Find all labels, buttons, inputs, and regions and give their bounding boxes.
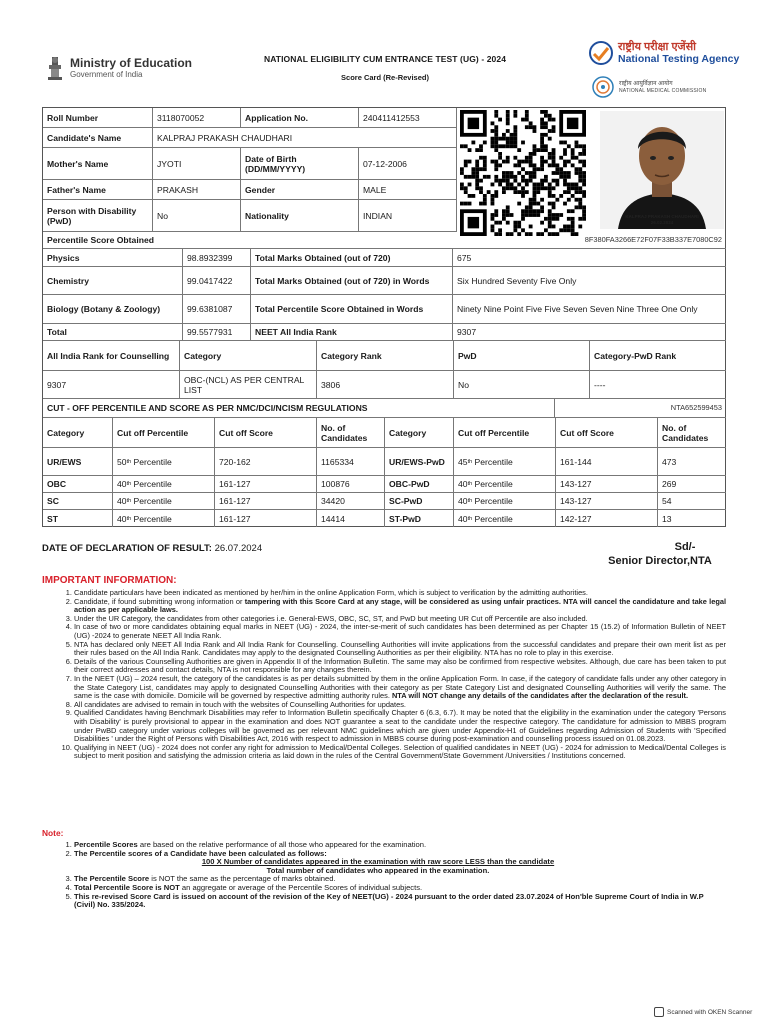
total-value: 99.5577931: [183, 324, 251, 341]
note-item-text: is NOT the same as the percentage of marks obtained.: [149, 874, 336, 884]
info-item: 8. All candidates are advised to remain in touch with the websites of Counselling Authorities for updates.: [74, 701, 726, 710]
cutoff-header: No. of Candidates: [317, 418, 385, 448]
percentile-section-label: Percentile Score Obtained: [43, 232, 253, 249]
photo-caption-name: KALPRAJ PRAKASH CHAUDHARI: [625, 214, 699, 219]
percentile-word: Percentile: [133, 496, 172, 506]
cutoff-percentile: 50 th Percentile: [113, 448, 215, 476]
formula-denominator: Total number of candidates who appeared in the examination.: [266, 865, 490, 875]
percentile-number: 40: [117, 479, 127, 489]
total-label: Total: [43, 324, 183, 341]
cutoff-score: 720-162: [215, 448, 317, 476]
dob-label: Date of Birth (DD/MM/YYYY): [241, 148, 359, 180]
counselling-cat-pwd-value: ----: [590, 371, 726, 399]
mother-value: JYOTI: [153, 148, 241, 180]
chemistry-value: 99.0417422: [183, 267, 251, 295]
percentile-formula: [34, 858, 722, 875]
roll-label: Roll Number: [43, 108, 153, 128]
info-item: 6. Details of the various Counselling Authorities are given in Appendix II of the Information Bulletin. The same may also be confirmed from respective websites. Although, due care has been taken to put their correct addresses and contact details, NTA is not responsible for any changes therein.: [74, 658, 726, 675]
percentile-number: 40: [458, 496, 468, 506]
cutoff-percentile-pwd: 40 th Percentile: [454, 493, 556, 510]
info-item-bold: NTA will NOT change any details of the candidates after the declaration of the result.: [391, 691, 689, 701]
signature-block: [600, 541, 720, 567]
cutoff-category-pwd: SC-PwD: [385, 493, 454, 510]
air-label: NEET All India Rank: [251, 324, 453, 341]
qr-code-icon: [460, 110, 586, 236]
nta-logo: [588, 40, 739, 66]
pwd-label: Person with Disability (PwD): [43, 200, 153, 232]
percentile-word: Percentile: [474, 496, 513, 506]
father-label: Father's Name: [43, 180, 153, 200]
cutoff-score: 161-127: [215, 510, 317, 527]
percentile-number: 40: [458, 513, 468, 524]
cutoff-score: 161-127: [215, 493, 317, 510]
marks-label: Total Marks Obtained (out of 720): [251, 249, 453, 267]
cutoff-category: SC: [43, 493, 113, 510]
note-list: [62, 841, 722, 910]
info-item-bold: tampering with this Score Card at any stage, will be considered as using unfair practices. NTA will cancel the candidature and take legal action as per applicable laws.: [74, 596, 726, 615]
cutoff-percentile: 40 th Percentile: [113, 510, 215, 527]
info-item: [74, 675, 726, 701]
ministry-name: Ministry of Education: [70, 55, 193, 70]
cutoff-category-pwd: OBC-PwD: [385, 476, 454, 493]
physics-label: Physics: [43, 249, 183, 267]
cutoff-category-pwd: ST-PwD: [385, 510, 454, 527]
cutoff-percentile: 40 th Percentile: [113, 493, 215, 510]
percentile-number: 50: [117, 456, 127, 467]
note-item: [74, 893, 722, 910]
info-item-text: Candidate, if found submitting wrong information or: [74, 596, 245, 606]
name-label: Candidate's Name: [43, 128, 153, 148]
cutoff-header: Category: [43, 418, 113, 448]
percentile-number: 40: [458, 479, 468, 489]
biology-label: Biology (Botany & Zoology): [43, 295, 183, 324]
cutoff-candidates-pwd: 473: [658, 448, 726, 476]
cutoff-category: ST: [43, 510, 113, 527]
declaration-line: [42, 543, 262, 554]
percentile-word: Percentile: [133, 513, 172, 524]
cutoff-percentile-pwd: 40 th Percentile: [454, 476, 556, 493]
cutoff-score-pwd: 142-127: [556, 510, 658, 527]
cutoff-category-pwd: UR/EWS-PwD: [385, 448, 454, 476]
percentile-words-label: Total Percentile Score Obtained in Words: [251, 295, 453, 324]
note-item-bold: The Percentile Score: [74, 874, 150, 884]
counselling-pwd-header: PwD: [454, 341, 590, 371]
chemistry-label: Chemistry: [43, 267, 183, 295]
exam-title: NATIONAL ELIGIBILITY CUM ENTRANCE TEST (UG) - 2024: [263, 54, 507, 64]
candidate-photo: [600, 111, 724, 229]
signature-sd: Sd/-: [674, 541, 696, 553]
gender-label: Gender: [241, 180, 359, 200]
cutoff-candidates: 100876: [317, 476, 385, 493]
formula-numerator: 100 X Number of candidates appeared in the examination with raw score LESS than the candidate: [201, 857, 555, 867]
cutoff-candidates-pwd: 13: [662, 513, 672, 524]
nmc-english-name: NATIONAL MEDICAL COMMISSION: [619, 87, 707, 94]
percentile-number: 40: [117, 513, 127, 524]
biology-value: 99.6381087: [183, 295, 251, 324]
percentile-word: Percentile: [474, 513, 513, 524]
air-value: 9307: [453, 324, 726, 341]
pwd-value: No: [153, 200, 241, 232]
nta-emblem-icon: [588, 40, 614, 66]
cutoff-candidates-pwd: 54: [658, 493, 726, 510]
cutoff-header: Cut off Score: [215, 418, 317, 448]
percentile-number: 45: [458, 456, 468, 467]
note-heading: Note:: [42, 828, 64, 838]
scanner-text: Scanned with OKEN Scanner: [667, 1008, 753, 1016]
cutoff-title: CUT - OFF PERCENTILE AND SCORE AS PER NMC/DCI/NCISM REGULATIONS: [43, 399, 555, 418]
marks-words-value: Six Hundred Seventy Five Only: [453, 267, 726, 295]
physics-value: 98.8932399: [183, 249, 251, 267]
nationality-value: INDIAN: [359, 200, 457, 232]
cutoff-candidates: 14414: [317, 510, 385, 527]
declaration-date: 26.07.2024: [214, 543, 263, 554]
important-info-list: [62, 589, 726, 761]
cutoff-score-pwd: 143-127: [556, 476, 658, 493]
roll-value: 3118070052: [153, 108, 241, 128]
note-item-bold: This re-revised Score Card is issued on account of the revision of the Key of NEET(UG) - 2024 pursuant to the order dated 23.07.2024 of Hon'ble Supreme Court of India in W.P (Civil) No. 335/2024.: [74, 891, 704, 910]
percentile-words-value: Ninety Nine Point Five Five Seven Seven Nine Three One Only: [453, 295, 726, 324]
cutoff-code: NTA652599453: [555, 399, 726, 418]
note-item: [74, 850, 722, 876]
info-item: 1. Candidate particulars have been indicated as mentioned by her/him in the online Application Form, which is subject to verification by the admitting authorities.: [74, 589, 726, 598]
photo-caption-date: 26.02.2024: [650, 220, 674, 225]
cutoff-category: OBC: [43, 476, 113, 493]
scanner-watermark: [654, 1007, 752, 1017]
ministry-logo: [46, 55, 192, 81]
cutoff-percentile-pwd: 45 th Percentile: [454, 448, 556, 476]
counselling-air-value: 9307: [43, 371, 180, 399]
cutoff-score-pwd: 143-127: [556, 493, 658, 510]
score-hash: 8F380FA3266E72F07F33B337E7080C92: [253, 232, 726, 249]
nmc-hindi-name: राष्ट्रीय आयुर्विज्ञान आयोग: [619, 80, 673, 87]
scorecard-subtitle: Score Card (Re-Revised): [341, 73, 429, 82]
app-value: 240411412553: [359, 108, 457, 128]
percentile-word: Percentile: [133, 479, 172, 489]
cutoff-percentile-pwd: 40 th Percentile: [454, 510, 556, 527]
dob-value: 07-12-2006: [359, 148, 457, 180]
info-item: 10. Qualifying in NEET (UG) - 2024 does not confer any right for admission to Medical/Dental Colleges. Selection of qualified candidates in NEET (UG) - 2024 for admission to Medical/Dental Colleges is subject to merit position and satisfying the admission criteria as laid down in the rules of the Central Government/State Government /Universities / Institutions concerned.: [74, 744, 726, 761]
percentile-number: 40: [117, 496, 127, 506]
marks-words-label: Total Marks Obtained (out of 720) in Words: [251, 267, 453, 295]
page-header: [0, 0, 768, 105]
cutoff-score-pwd: 161-144: [556, 448, 658, 476]
important-info-heading: IMPORTANT INFORMATION:: [42, 575, 177, 586]
marks-value: 675: [453, 249, 726, 267]
national-emblem-icon: [46, 55, 64, 81]
declaration-label: DATE OF DECLARATION OF RESULT:: [42, 543, 212, 554]
percentile-word: Percentile: [133, 456, 172, 467]
info-item: 3. Under the UR Category, the candidates from other categories i.e. General-EWS, OBC, SC, ST, and PwD but meeting UR Cut off Percentile are also included.: [74, 615, 726, 624]
counselling-pwd-value: No: [454, 371, 590, 399]
counselling-category-value: OBC-(NCL) AS PER CENTRAL LIST: [180, 371, 317, 399]
app-label: Application No.: [241, 108, 359, 128]
counselling-cat-pwd-header: Category-PwD Rank: [590, 341, 726, 371]
note-item-bold: Percentile Scores: [74, 840, 138, 849]
counselling-cat-rank-header: Category Rank: [317, 341, 454, 371]
note-item-text: are based on the relative performance of all those who appeared for the examination.: [137, 840, 427, 849]
ministry-subtitle: Government of India: [70, 69, 143, 79]
cutoff-header: Cut off Score: [556, 418, 658, 448]
percentile-word: Percentile: [474, 456, 513, 467]
info-item: [74, 598, 726, 615]
note-item-bold: Total Percentile Score is NOT: [74, 882, 180, 892]
note-item-text: an aggregate or average of the Percentile Scores of individual subjects.: [179, 882, 423, 892]
father-value: PRAKASH: [153, 180, 241, 200]
counselling-air-header: All India Rank for Counselling: [43, 341, 180, 371]
nationality-label: Nationality: [241, 200, 359, 232]
info-item: 4. In case of two or more candidates obtaining equal marks in NEET (UG) - 2024, the inter-se-merit of such candidates has been determined as per Chapter 15 (15.2) of Information Bulletin of NEET (UG) -2024 to generate NEET All India Rank.: [74, 623, 726, 640]
cutoff-score: 161-127: [215, 476, 317, 493]
mother-label: Mother's Name: [43, 148, 153, 180]
nmc-logo: [592, 76, 706, 98]
cutoff-candidates: 34420: [317, 493, 385, 510]
cutoff-header: No. of Candidates: [658, 418, 726, 448]
counselling-cat-rank-value: 3806: [317, 371, 454, 399]
nmc-emblem-icon: [592, 76, 614, 98]
cutoff-candidates: 1165334: [317, 448, 385, 476]
scanner-icon: [654, 1007, 664, 1017]
note-item-bold: The Percentile scores of a Candidate have been calculated as follows:: [74, 848, 327, 858]
cutoff-header: Cut off Percentile: [113, 418, 215, 448]
score-card: [42, 107, 726, 527]
gender-value: MALE: [359, 180, 457, 200]
info-item-text: In the NEET (UG) – 2024 result, the category of the candidates is as per details submitted by them in the online Application Form. In case, if the category of candidate falls under any other category in the State Category List, candidates may apply to designated Counselling Authorities with their category as per State Category List and designated Counselling Authorities will verify the same. The same is the case with domicile. Domicile will be governed by respective admitting authority rules.: [74, 673, 726, 701]
name-value: KALPRAJ PRAKASH CHAUDHARI: [153, 128, 457, 148]
cutoff-header: Category: [385, 418, 454, 448]
cutoff-category: UR/EWS: [43, 448, 113, 476]
cutoff-percentile: 40 th Percentile: [113, 476, 215, 493]
info-item: 5. NTA has declared only NEET All India Rank and All India Rank for Counselling. Counselling Authorities will invite applications from the successful candidates and prepare their own merit list as per their rules based on the All India Rank. Candidates may apply to the designated Counselling Authorities as per their eligibility. NTA has no role to play in this exercise.: [74, 641, 726, 658]
info-item: 9. Qualified Candidates having Benchmark Disabilities may refer to Information Bulletin specifically Chapter 6 (6.3, 6.7). It may be noted that the eligibility in the examination under the category 'Persons with Disability' is purely provisional to appear in the examination and does NOT guarantee a seat to the candidate under the respective category. The candidature for admission to MBBS program under PwBD category under various colleges will be governed as per relevant NMC guidelines which are given under Appendix-H1 of Guidelines regarding Admission of Students with 'Specified Disabilities ' under the Right of Persons with Disabilities Act, 2016 with respect to admission in MBBS course during post-examination and counselling process issued on 01.08.2023.: [74, 709, 726, 743]
nta-english-name: National Testing Agency: [618, 53, 740, 65]
percentile-word: Percentile: [474, 479, 513, 489]
cutoff-header: Cut off Percentile: [454, 418, 556, 448]
nta-hindi-name: राष्ट्रीय परीक्षा एजेंसी: [618, 41, 696, 53]
cutoff-candidates-pwd: 269: [658, 476, 726, 493]
signatory-designation: Senior Director,NTA: [608, 555, 712, 567]
counselling-category-header: Category: [180, 341, 317, 371]
